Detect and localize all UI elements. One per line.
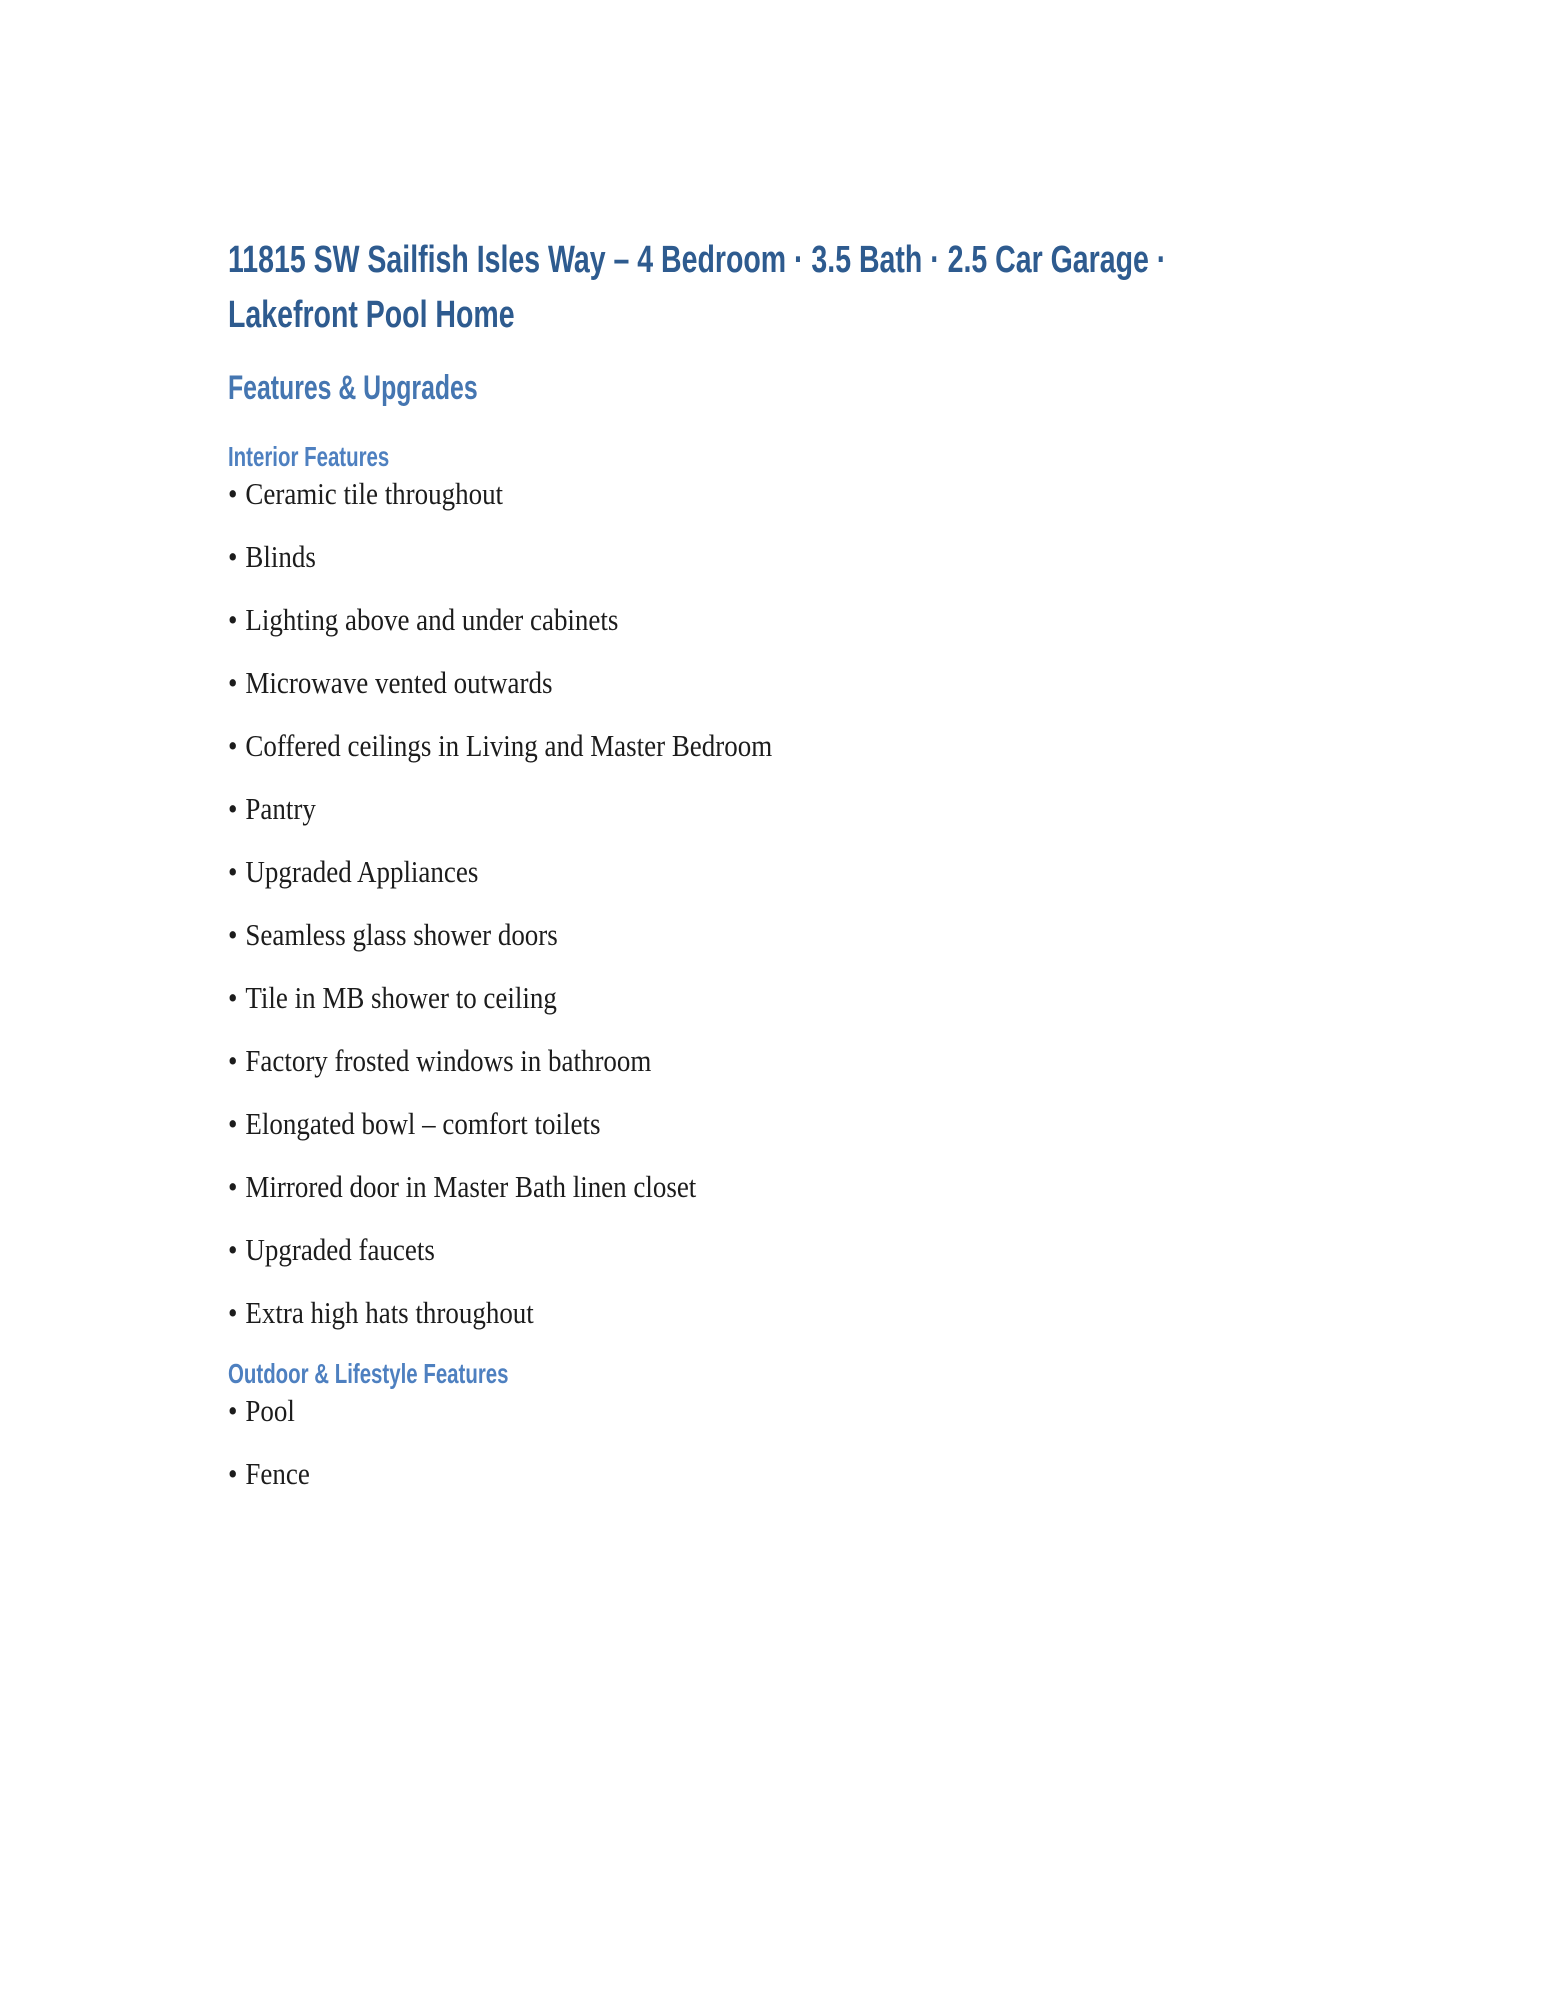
bullet-icon: • [228, 917, 238, 952]
feature-item-text: Upgraded faucets [245, 1232, 435, 1267]
section-heading-features-upgrades: Features & Upgrades [228, 369, 478, 407]
feature-list-item [228, 903, 772, 966]
bullet-icon: • [228, 1169, 238, 1204]
feature-item-text: Lighting above and under cabinets [245, 602, 619, 637]
feature-item-text: Pantry [245, 791, 316, 826]
feature-item-text: Pool [245, 1393, 295, 1428]
bullet-icon: • [228, 476, 238, 511]
feature-item-text: Mirrored door in Master Bath linen closet [245, 1169, 697, 1204]
feature-list-item [228, 777, 772, 840]
bullet-icon: • [228, 728, 238, 763]
feature-item-text: Ceramic tile throughout [245, 476, 504, 511]
feature-list-item [228, 1442, 310, 1505]
outdoor-features-list [228, 1379, 322, 1505]
feature-item-text: Microwave vented outwards [245, 665, 553, 700]
bullet-icon: • [228, 602, 238, 637]
bullet-icon: • [228, 1043, 238, 1078]
feature-list-item [228, 1155, 772, 1218]
feature-item-text: Coffered ceilings in Living and Master Bedroom [245, 728, 773, 763]
feature-list-item [228, 840, 772, 903]
interior-features-list [228, 462, 854, 1344]
feature-item-text: Tile in MB shower to ceiling [245, 980, 557, 1015]
feature-list-item [228, 462, 772, 525]
bullet-icon: • [228, 1393, 238, 1428]
feature-item-text: Factory frosted windows in bathroom [245, 1043, 652, 1078]
feature-item-text: Elongated bowl – comfort toilets [245, 1106, 601, 1141]
feature-list-item [228, 588, 772, 651]
feature-list-item [228, 1379, 310, 1442]
document-title [228, 233, 1166, 343]
bullet-icon: • [228, 1106, 238, 1141]
document-title-line2: Lakefront Pool Home [228, 294, 515, 336]
feature-list-item [228, 1092, 772, 1155]
feature-item-text: Extra high hats throughout [245, 1295, 534, 1330]
document-title-line1: 11815 SW Sailfish Isles Way – 4 Bedroom · 3.5 Bath · 2.5 Car Garage · [228, 239, 1167, 281]
bullet-icon: • [228, 1232, 238, 1267]
feature-list-item [228, 1029, 772, 1092]
feature-list-item [228, 525, 772, 588]
feature-list-item [228, 714, 772, 777]
bullet-icon: • [228, 539, 238, 574]
feature-list-item [228, 966, 772, 1029]
feature-item-text: Upgraded Appliances [245, 854, 479, 889]
feature-list-item [228, 1218, 772, 1281]
bullet-icon: • [228, 665, 238, 700]
subsection-heading-interior-features: Interior Features [228, 441, 390, 472]
feature-item-text: Blinds [245, 539, 316, 574]
feature-item-text: Fence [245, 1456, 310, 1491]
bullet-icon: • [228, 1456, 238, 1491]
feature-list-item [228, 651, 772, 714]
subsection-heading-outdoor-lifestyle-features: Outdoor & Lifestyle Features [228, 1358, 509, 1389]
bullet-icon: • [228, 980, 238, 1015]
bullet-icon: • [228, 791, 238, 826]
bullet-icon: • [228, 1295, 238, 1330]
feature-list-item [228, 1281, 772, 1344]
feature-item-text: Seamless glass shower doors [245, 917, 558, 952]
bullet-icon: • [228, 854, 238, 889]
